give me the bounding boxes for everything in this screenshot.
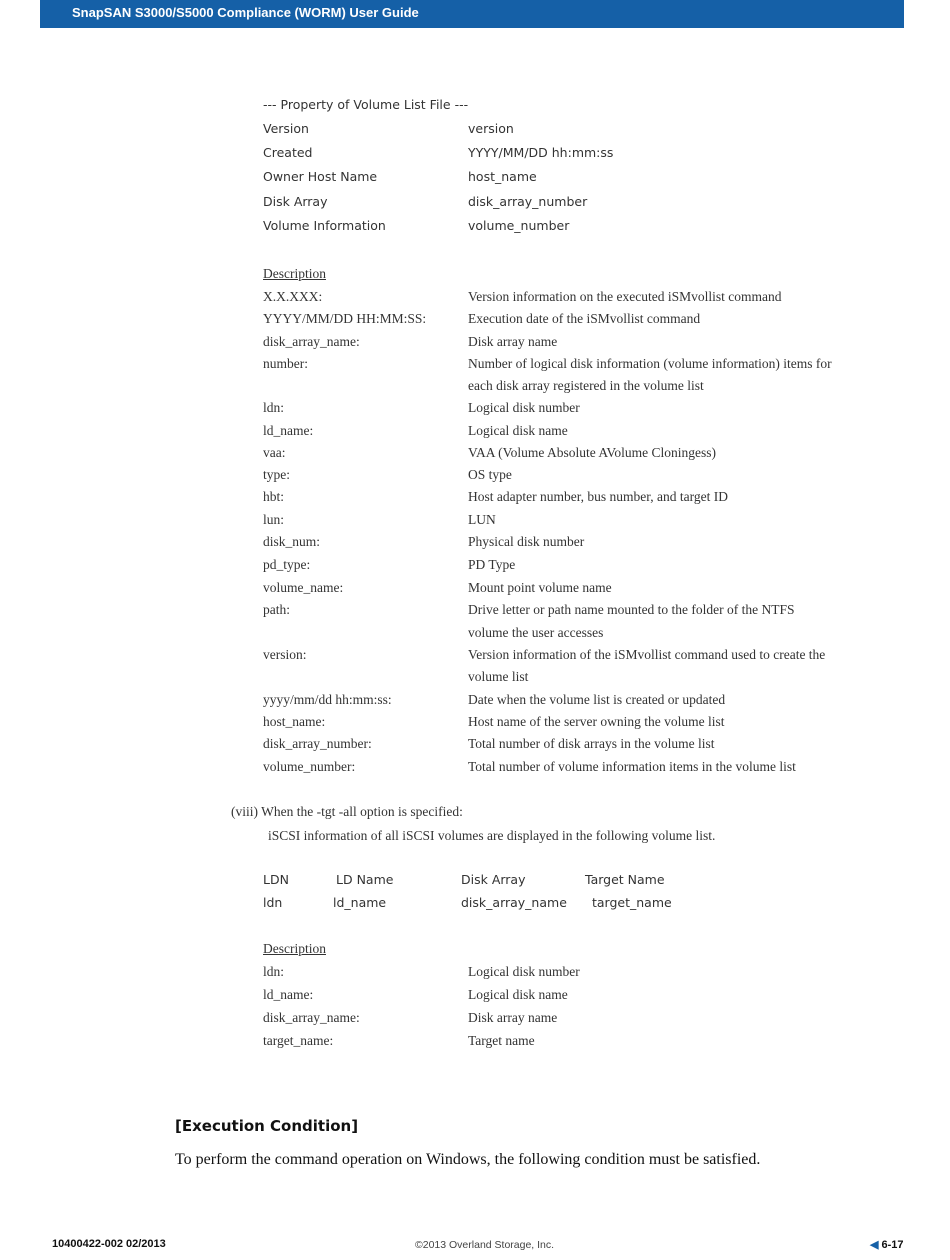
property-name: Disk Array (263, 194, 328, 209)
column-header-target-name: Target Name (585, 872, 665, 887)
document-title: SnapSAN S3000/S5000 Compliance (WORM) User Guide (72, 5, 419, 20)
column-header-ldn: LDN (263, 872, 289, 887)
description-def: Logical disk number (468, 400, 580, 415)
section-heading-execution-condition: [Execution Condition] (175, 1117, 359, 1135)
table-cell: ldn (263, 895, 283, 910)
description-term: lun: (263, 512, 285, 527)
option-subtitle: iSCSI information of all iSCSI volumes are displayed in the following volume list. (268, 828, 716, 843)
property-value: disk_array_number (468, 194, 588, 209)
description-def: Mount point volume name (468, 580, 612, 595)
description-def: PD Type (468, 557, 516, 572)
property-name: Volume Information (263, 218, 386, 233)
description-term: pd_type: (263, 557, 311, 572)
description-def: Logical disk name (468, 987, 568, 1002)
document-header (40, 0, 904, 28)
description-term: host_name: (263, 714, 326, 729)
property-name: Owner Host Name (263, 169, 378, 184)
property-value: YYYY/MM/DD hh:mm:ss (468, 145, 614, 160)
description-def: Version information on the executed iSMvollist command (468, 289, 782, 304)
description-heading: Description (263, 941, 326, 956)
footer-page (870, 1238, 904, 1251)
footer-copyright: ©2013 Overland Storage, Inc. (415, 1239, 555, 1251)
description-def: Disk array name (468, 1010, 558, 1025)
description-def: Number of logical disk information (volume information) items for (468, 356, 832, 371)
table-cell: target_name (592, 895, 672, 910)
description-def: Total number of disk arrays in the volume list (468, 736, 715, 751)
description-def: Physical disk number (468, 534, 585, 549)
description-def: LUN (468, 512, 496, 527)
description-term: ld_name: (263, 423, 314, 438)
option-title: (viii) When the -tgt -all option is specified: (231, 804, 463, 819)
column-header-ld-name: LD Name (336, 872, 394, 887)
property-value: volume_number (468, 218, 570, 233)
description-term: path: (263, 602, 290, 617)
description-term: number: (263, 356, 308, 371)
description-def: volume the user accesses (468, 625, 604, 640)
description-def: Logical disk number (468, 964, 580, 979)
footer-doc-number: 10400422-002 02/2013 (52, 1238, 166, 1250)
description-term: target_name: (263, 1033, 334, 1048)
description-term: ldn: (263, 964, 285, 979)
execution-condition-text: To perform the command operation on Windows, the following condition must be satisfied. (175, 1151, 761, 1168)
description-term: X.X.XXX: (263, 289, 323, 304)
property-value: version (468, 121, 514, 136)
description-term: type: (263, 467, 290, 482)
description-term: YYYY/MM/DD HH:MM:SS: (263, 311, 427, 326)
description-def: Target name (468, 1033, 535, 1048)
description-term: hbt: (263, 489, 285, 504)
description-term: vaa: (263, 445, 286, 460)
description-def: Disk array name (468, 334, 558, 349)
description-def: each disk array registered in the volume list (468, 378, 704, 393)
previous-page-arrow-icon[interactable]: ◀ (870, 1239, 879, 1251)
description-def: Version information of the iSMvollist command used to create the (468, 647, 826, 662)
description-def: Execution date of the iSMvollist command (468, 311, 701, 326)
description-term: disk_num: (263, 534, 321, 549)
description-def: Drive letter or path name mounted to the folder of the NTFS (468, 602, 795, 617)
description-term: disk_array_number: (263, 736, 372, 751)
description-term: disk_array_name: (263, 1010, 360, 1025)
description-term: version: (263, 647, 307, 662)
description-def: Total number of volume information items in the volume list (468, 759, 796, 774)
description-term: volume_number: (263, 759, 356, 774)
description-heading: Description (263, 266, 326, 281)
table-cell: ld_name (333, 895, 387, 910)
description-term: ldn: (263, 400, 285, 415)
description-def: Date when the volume list is created or updated (468, 692, 726, 707)
column-header-disk-array: Disk Array (461, 872, 526, 887)
description-def: OS type (468, 467, 512, 482)
table-cell: disk_array_name (461, 895, 567, 910)
description-def: Logical disk name (468, 423, 568, 438)
description-def: VAA (Volume Absolute AVolume Cloningess) (468, 445, 717, 460)
property-value: host_name (468, 169, 537, 184)
description-term: yyyy/mm/dd hh:mm:ss: (263, 692, 392, 707)
property-section-title: --- Property of Volume List File --- (263, 97, 469, 112)
description-term: ld_name: (263, 987, 314, 1002)
description-term: volume_name: (263, 580, 344, 595)
page-number: 6-17 (881, 1239, 904, 1251)
property-name: Version (263, 121, 309, 136)
description-term: disk_array_name: (263, 334, 360, 349)
description-def: volume list (468, 669, 529, 684)
description-def: Host name of the server owning the volume list (468, 714, 725, 729)
description-def: Host adapter number, bus number, and target ID (468, 489, 728, 504)
property-name: Created (263, 145, 313, 160)
